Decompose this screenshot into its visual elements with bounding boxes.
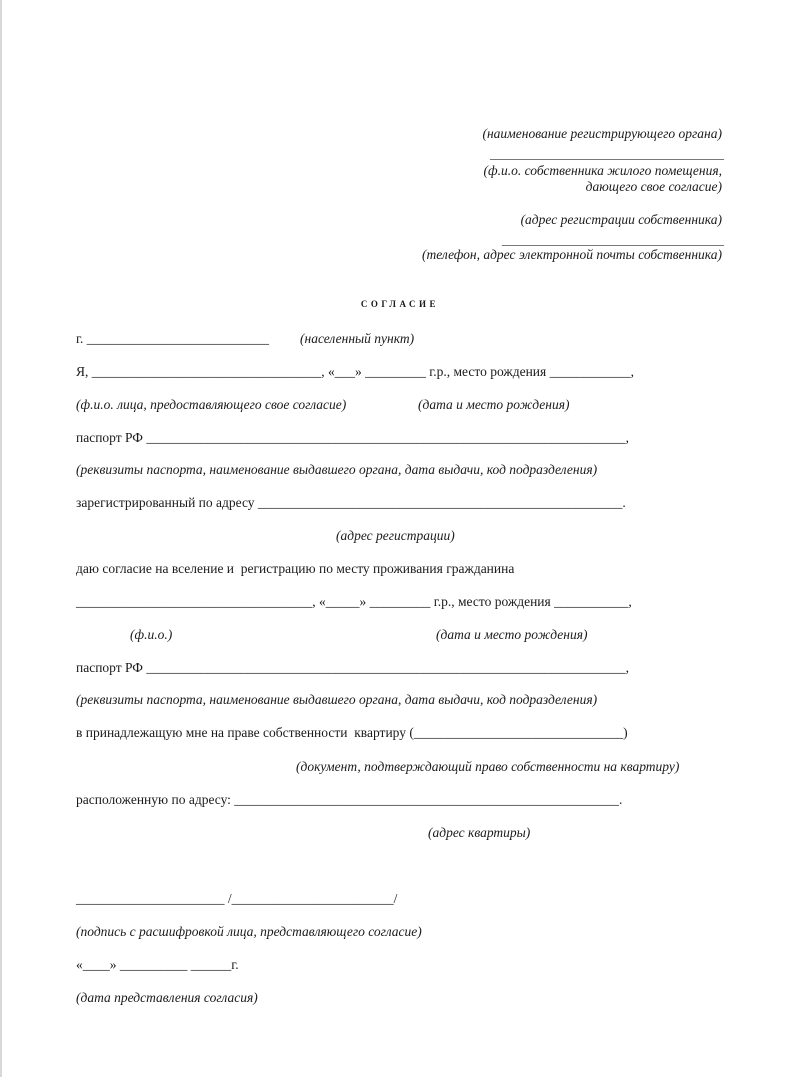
consenter-birth-hint: (дата и место рождения): [418, 397, 570, 412]
date-hint: (дата представления согласия): [76, 990, 258, 1005]
consenter-line: Я, __________________________________, «___» _________ г.р., место рождения ____________,: [76, 364, 634, 379]
signature-hint: (подпись с расшифровкой лица, представляющего согласие): [76, 924, 422, 939]
consenter-name-hint: (ф.и.о. лица, предоставляющего свое согласие): [76, 397, 347, 412]
document-title: СОГЛАСИЕ: [360, 299, 440, 309]
citizen-birth-hint: (дата и место рождения): [436, 627, 588, 642]
apartment-hint: (документ, подтверждающий право собственности на квартиру): [296, 759, 680, 774]
date-line: «____» __________ ______г.: [76, 957, 239, 972]
registered-hint: (адрес регистрации): [336, 528, 455, 543]
page-edge: [0, 0, 2, 1077]
passport-hint-1: (реквизиты паспорта, наименование выдавшего органа, дата выдачи, код подразделения): [76, 462, 598, 477]
located-line: расположенную по адресу: _________________________________________________________.: [76, 792, 623, 807]
owner-name-hint-1: (ф.и.о. собственника жилого помещения,: [483, 163, 722, 178]
consent-text: даю согласие на вселение и регистрацию по месту проживания гражданина: [76, 561, 515, 576]
owner-name-line: _______________________________________: [490, 147, 724, 161]
passport-line-1: паспорт РФ _______________________________________________________________________,: [76, 430, 629, 445]
passport-line-2: паспорт РФ _______________________________________________________________________,: [76, 660, 629, 675]
located-hint: (адрес квартиры): [428, 825, 531, 840]
registering-authority-hint: (наименование регистрирующего органа): [482, 126, 722, 141]
signature-line: ______________________ /________________________/: [76, 891, 398, 906]
owner-name-hint-2: дающего свое согласие): [585, 179, 722, 194]
citizen-line: ___________________________________, «_____» _________ г.р., место рождения ___________,: [76, 594, 632, 609]
apartment-line: в принадлежащую мне на праве собственности квартиру (_______________________________): [76, 725, 628, 740]
passport-hint-2: (реквизиты паспорта, наименование выдавшего органа, дата выдачи, код подразделения): [76, 692, 598, 707]
registered-line: зарегистрированный по адресу ______________________________________________________.: [76, 495, 626, 510]
city-hint: (населенный пункт): [300, 331, 415, 346]
owner-contacts-hint: (телефон, адрес электронной почты собственника): [421, 247, 722, 262]
owner-address-hint: (адрес регистрации собственника): [520, 212, 722, 227]
city-line: г. ___________________________: [76, 331, 270, 346]
citizen-name-hint: (ф.и.о.): [130, 627, 173, 642]
owner-contact-line: _____________________________________: [502, 233, 724, 247]
